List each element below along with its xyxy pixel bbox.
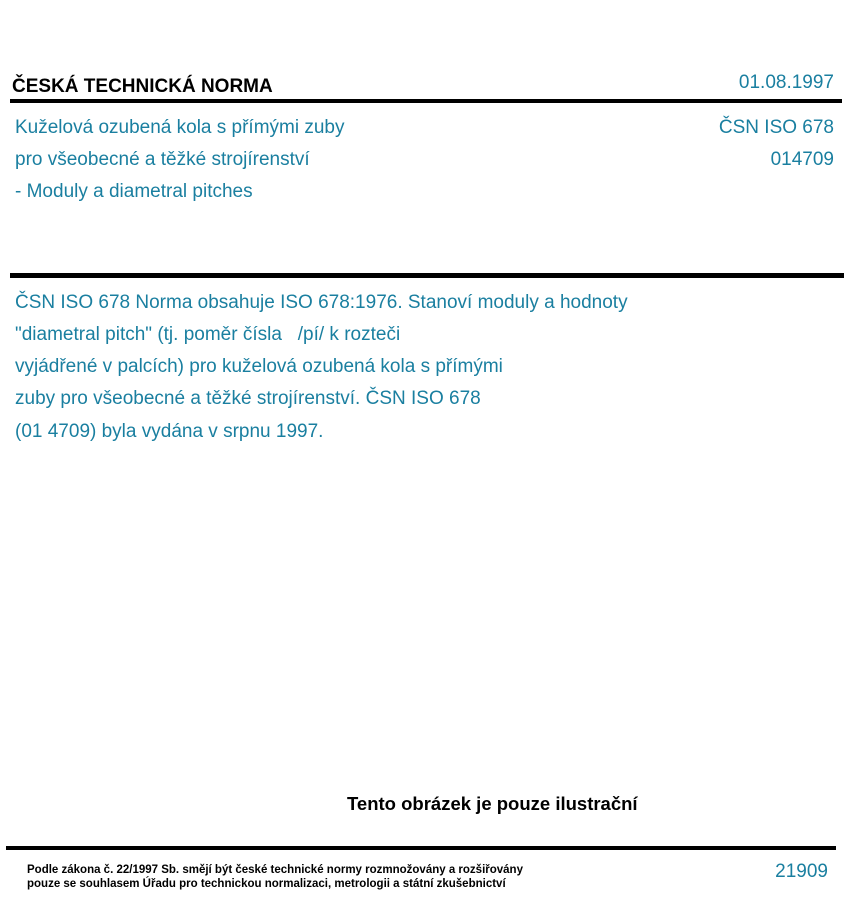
footer-divider: [6, 846, 836, 850]
legal-notice-line-1: Podle zákona č. 22/1997 Sb. smějí být české technické normy rozmnožovány a rozšiřovány: [27, 864, 523, 876]
legal-notice-line-2: pouze se souhlasem Úřadu pro technickou normalizaci, metrologii a státní zkušebnictví: [27, 878, 506, 890]
standard-title-line-3: - Moduly a diametral pitches: [15, 181, 253, 202]
annotation-line-2: "diametral pitch" (tj. poměr čísla /pí/ k rozteči: [15, 324, 401, 345]
document-number: 21909: [775, 861, 828, 882]
norm-heading: ČESKÁ TECHNICKÁ NORMA: [12, 76, 273, 97]
classification-number: 014709: [770, 149, 834, 170]
header-divider: [10, 99, 842, 103]
issue-date: 01.08.1997: [738, 72, 834, 93]
annotation-line-1: ČSN ISO 678 Norma obsahuje ISO 678:1976. Stanoví moduly a hodnoty: [15, 292, 628, 313]
annotation-line-5: (01 4709) byla vydána v srpnu 1997.: [15, 421, 324, 442]
standard-title-line-2: pro všeobecné a těžké strojírenství: [15, 149, 310, 170]
annotation-line-3: vyjádřené v palcích) pro kuželová ozubená kola s přímými: [15, 356, 503, 377]
illustration-notice: Tento obrázek je pouze ilustrační: [347, 793, 638, 814]
standard-code: ČSN ISO 678: [718, 117, 834, 138]
standard-title-line-1: Kuželová ozubená kola s přímými zuby: [15, 117, 345, 138]
section-divider: [10, 273, 844, 278]
annotation-line-4: zuby pro všeobecné a těžké strojírenství. ČSN ISO 678: [15, 388, 481, 409]
